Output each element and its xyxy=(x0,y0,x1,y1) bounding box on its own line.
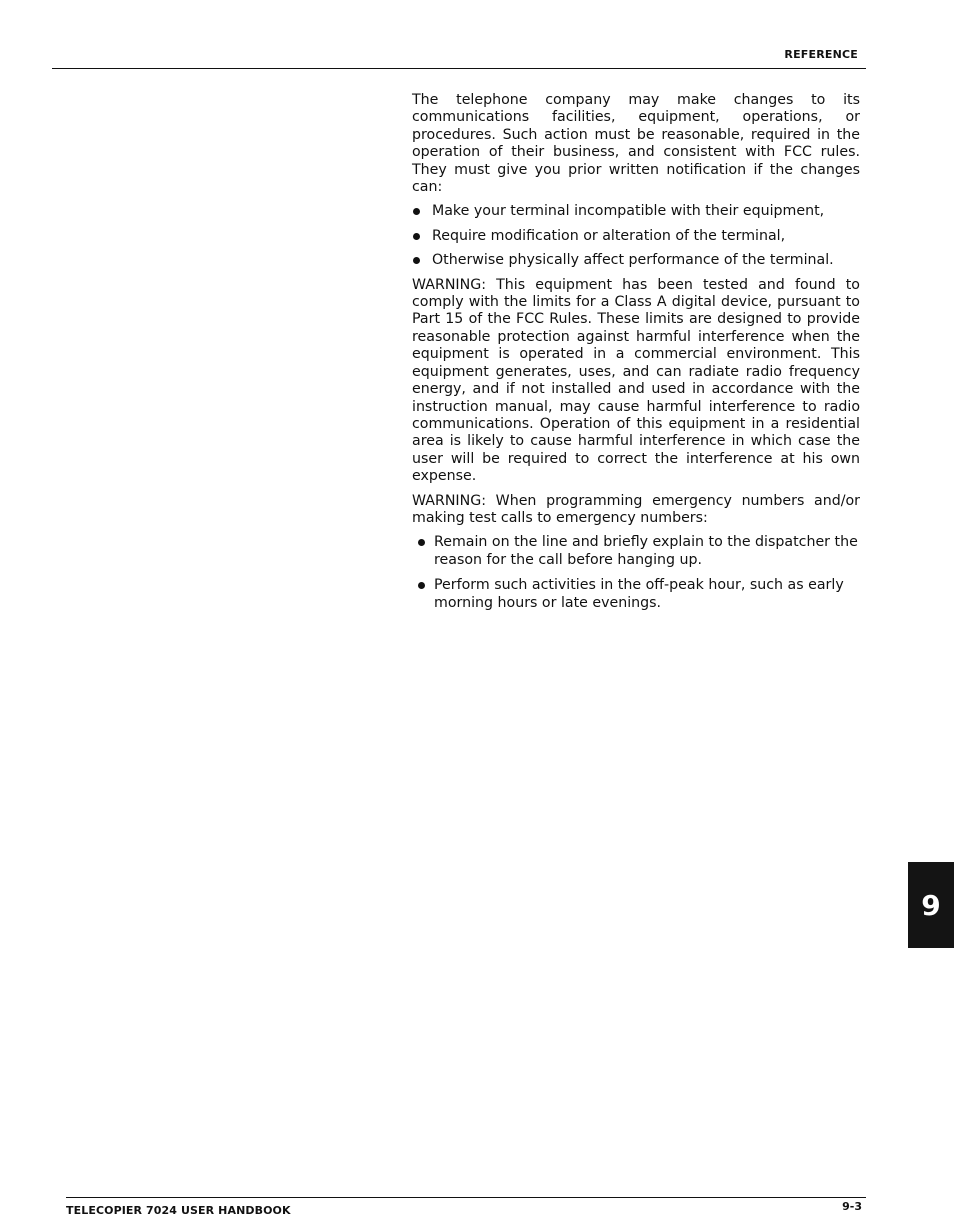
list-item xyxy=(412,203,860,220)
chapter-tab xyxy=(908,862,954,948)
list-item-text: Remain on the line and briefly explain to the dispatcher the reason for the call before hanging up. xyxy=(434,534,858,568)
emergency-warning-paragraph: WARNING: When programming emergency numbers and/or making test calls to emergency numbers: xyxy=(412,492,860,526)
bullet-icon xyxy=(413,257,420,264)
list-item xyxy=(412,228,860,245)
changes-bullet-list xyxy=(412,203,860,269)
list-item-text: Otherwise physically affect performance of the terminal. xyxy=(432,252,834,269)
fcc-warning-paragraph: WARNING: This equipment has been tested and found to comply with the limits for a Class A digital device, pursuant to Part 15 of the FCC Rules. These limits are designed to provide reasonable protection against harmful interference when the equipment is operated in a commercial environment. This equipment generates, uses, and can radiate radio frequency energy, and if not installed and used in accordance with the instruction manual, may cause harmful interference to radio communications. Operation of this equipment in a residential area is likely to cause harmful interference in which case the user will be required to correct the interference at his own expense. xyxy=(412,276,860,485)
footer-page-number: 9-3 xyxy=(842,1200,862,1213)
list-item-text: Perform such activities in the off-peak hour, such as early morning hours or late evenings. xyxy=(434,577,844,611)
list-item-text: Require modification or alteration of the terminal, xyxy=(432,227,786,244)
list-item xyxy=(412,252,860,269)
list-item xyxy=(412,534,860,569)
footer-document-title: TELECOPIER 7024 USER HANDBOOK xyxy=(66,1204,291,1217)
footer-rule xyxy=(66,1197,866,1198)
intro-paragraph: The telephone company may make changes to its communications facilities, equipment, operations, or procedures. Such action must be reasonable, required in the operation of their business, and consistent with FCC rules. They must give you prior written notification if the changes can: xyxy=(412,92,860,196)
list-item xyxy=(412,577,860,612)
bullet-icon xyxy=(413,233,420,240)
body-text-column xyxy=(412,92,860,620)
chapter-tab-number: 9 xyxy=(921,888,941,922)
emergency-bullet-list xyxy=(412,534,860,612)
bullet-icon xyxy=(413,208,420,215)
running-header-section-label: REFERENCE xyxy=(784,48,858,61)
header-rule xyxy=(52,68,866,69)
list-item-text: Make your terminal incompatible with their equipment, xyxy=(432,203,825,220)
bullet-icon xyxy=(418,539,425,546)
bullet-icon xyxy=(418,582,425,589)
